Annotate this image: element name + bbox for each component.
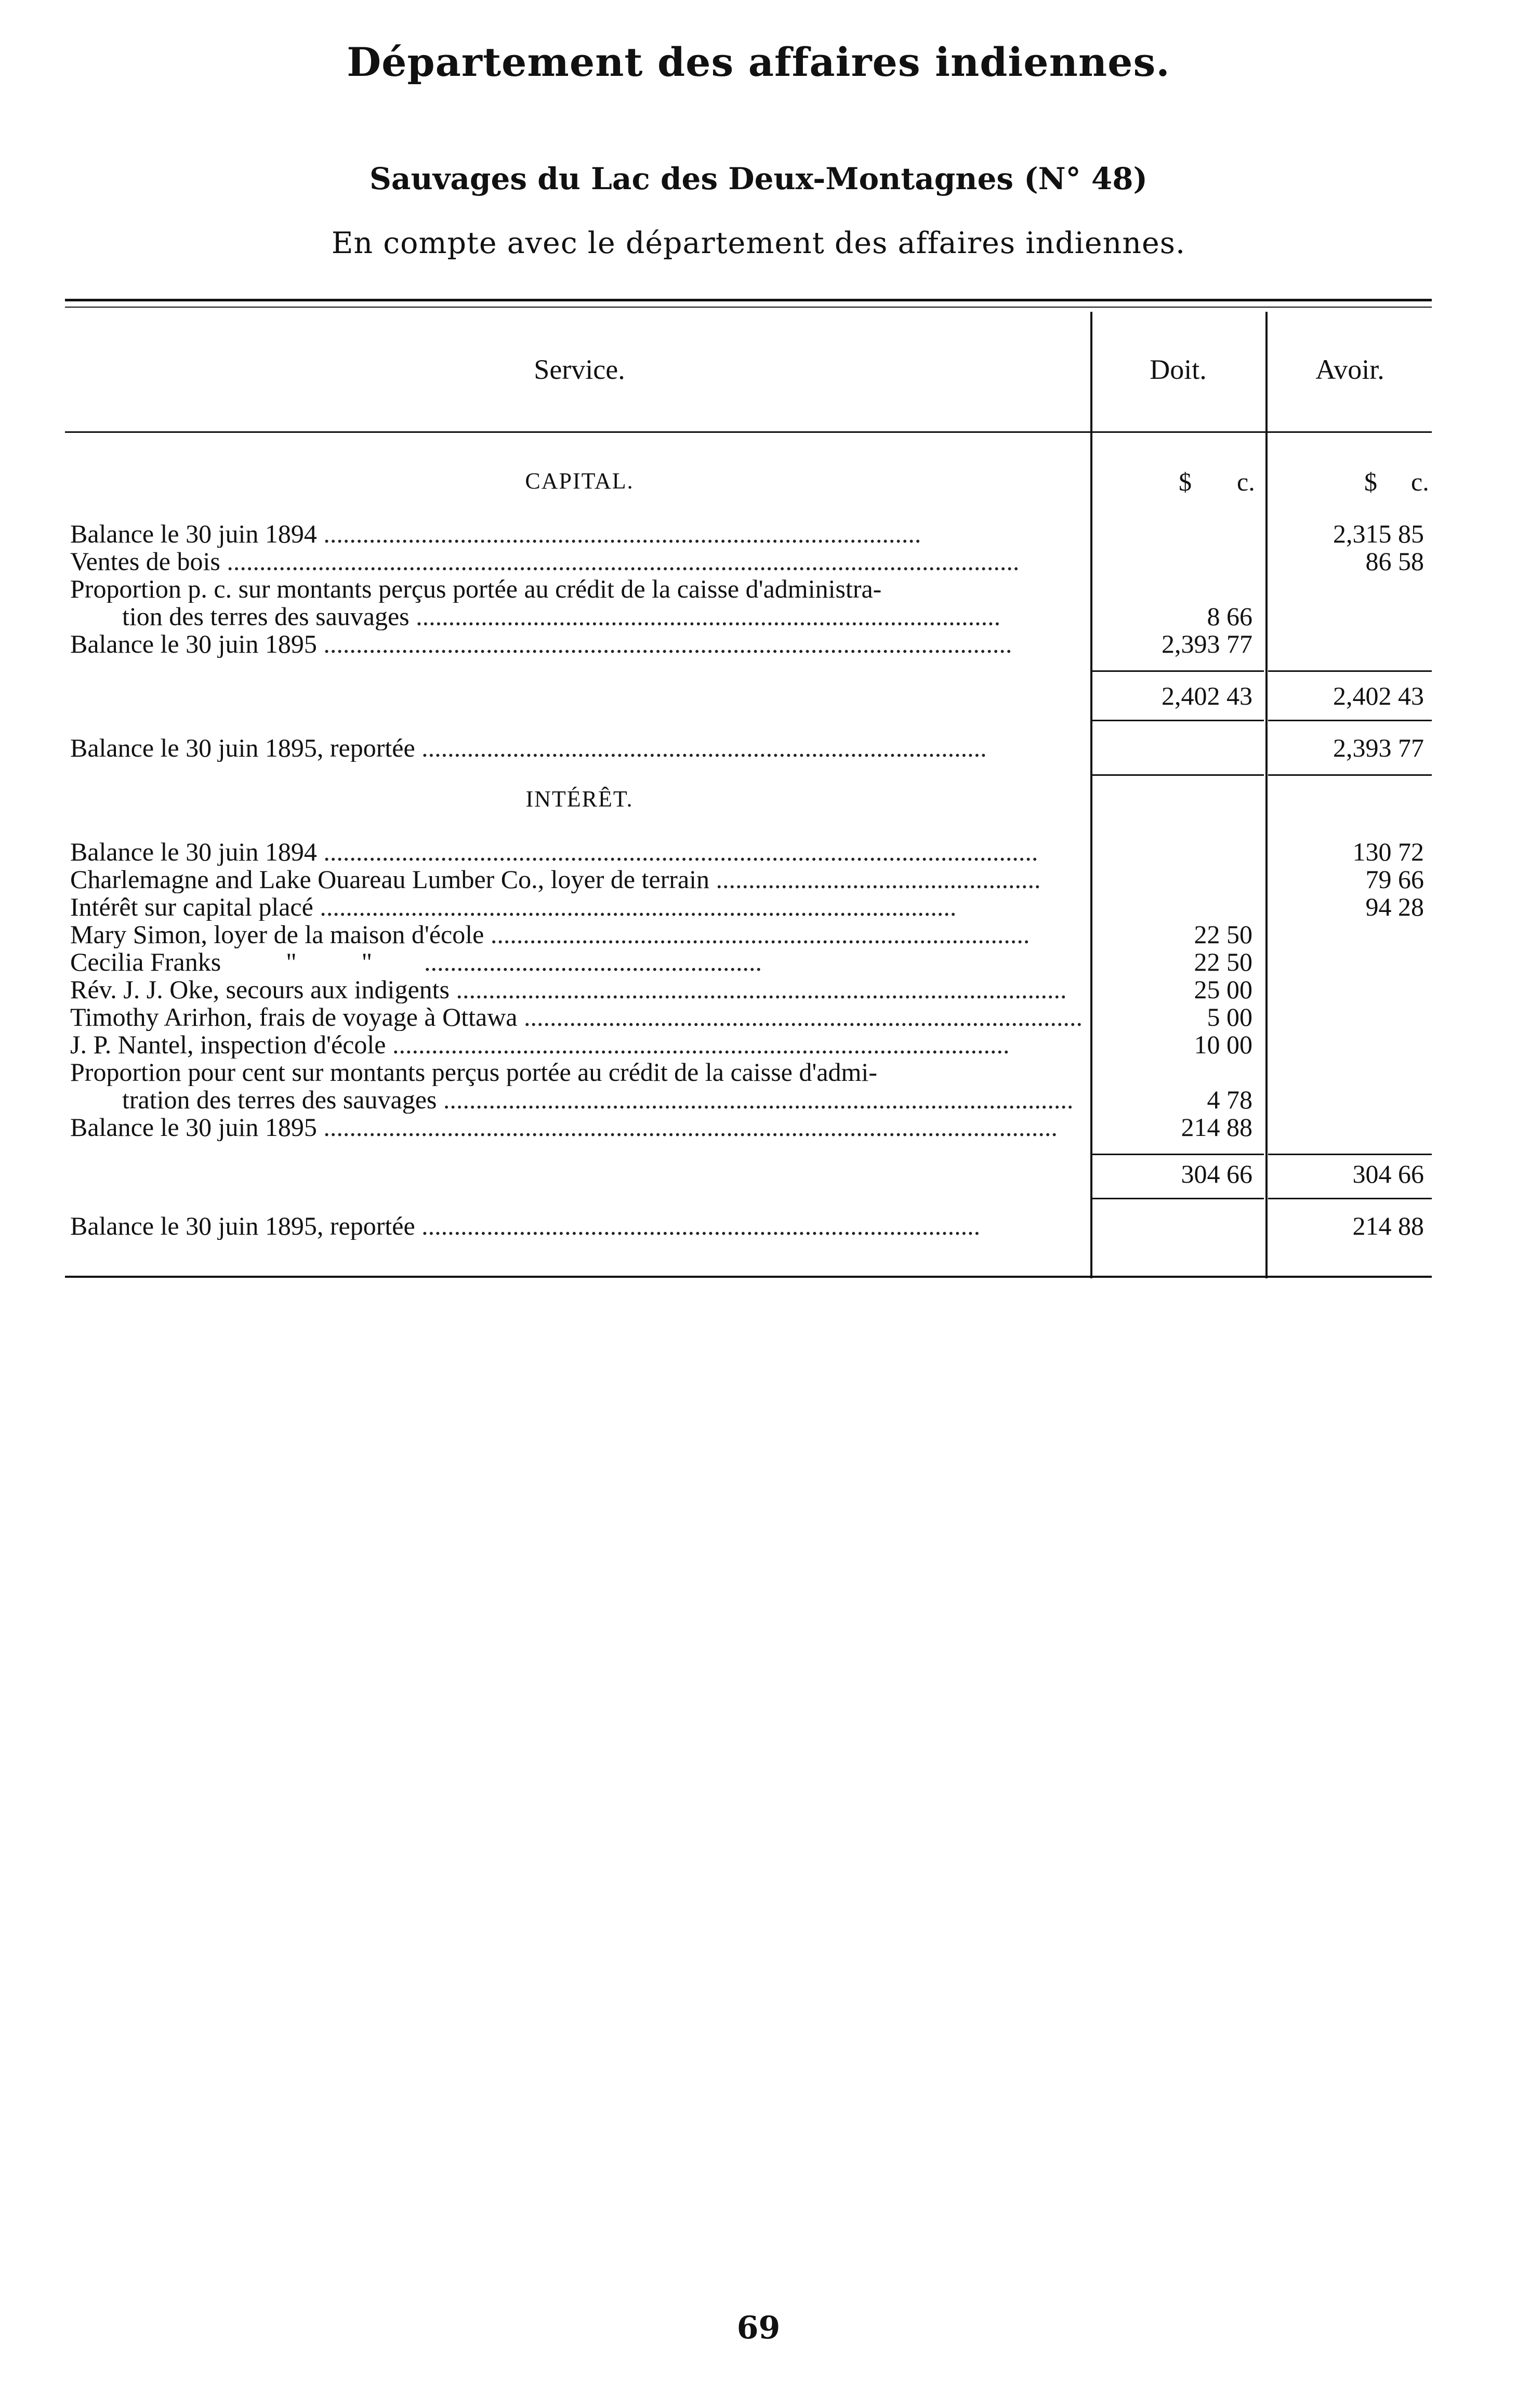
leader-dots: ............................................................................................... xyxy=(386,1030,1010,1059)
ledger-row-label: Timothy Arirhon, frais de voyage à Ottawa xyxy=(70,1003,518,1031)
ledger-row xyxy=(70,734,1091,762)
ledger-row xyxy=(70,893,1091,921)
ledger-row-label: Balance le 30 juin 1895 xyxy=(70,630,317,658)
total-doit-value: 2,402 43 xyxy=(1162,681,1252,710)
ledger-avoir-value: 2,393 77 xyxy=(1333,733,1424,762)
account-caption: En compte avec le département des affaires indiennes. xyxy=(331,226,1186,260)
ledger-row-label: Balance le 30 juin 1895, reportée xyxy=(70,1212,415,1240)
ledger-row-label: tion des terres des sauvages xyxy=(122,602,410,630)
total-underline-doit xyxy=(1092,1198,1264,1199)
ledger-row xyxy=(122,1086,1091,1114)
ledger-doit-value: 5 00 xyxy=(1207,1002,1252,1031)
bottom-rule xyxy=(65,1276,1432,1278)
ledger-row-label: Balance le 30 juin 1894 xyxy=(70,838,317,866)
ledger-avoir-value: 94 28 xyxy=(1365,892,1424,921)
leader-dots: .................................................................................................. xyxy=(313,893,957,921)
ledger-avoir-value: 86 58 xyxy=(1365,547,1424,576)
ledger-row-label: Ventes de bois xyxy=(70,547,220,575)
ledger-row xyxy=(70,630,1091,658)
top-rule-inner xyxy=(65,307,1432,308)
ledger-doit-value: 4 78 xyxy=(1207,1085,1252,1114)
ledger-row xyxy=(70,838,1091,866)
ledger-row xyxy=(70,1003,1091,1031)
column-header-avoir: Avoir. xyxy=(1315,354,1384,385)
ledger-avoir-value: 79 66 xyxy=(1365,865,1424,894)
ledger-row-label: Proportion pour cent sur montants perçus portée au crédit de la caisse d'admi- xyxy=(70,1058,877,1086)
ledger-row-label: Balance le 30 juin 1895 xyxy=(70,1113,317,1141)
ledger-row xyxy=(70,1030,1091,1059)
unit-dollar-avoir: $ xyxy=(1364,467,1377,496)
leader-dots: ................................................................................................. xyxy=(437,1086,1074,1114)
ledger-row-label: Intérêt sur capital placé xyxy=(70,893,313,921)
leader-dots: .............................................................................................. xyxy=(449,975,1067,1003)
ledger-row xyxy=(70,575,1091,603)
section-heading-interet: INTÉRÊT. xyxy=(525,786,634,812)
ledger-row-label: Balance le 30 juin 1895, reportée xyxy=(70,734,415,762)
ledger-doit-value: 214 88 xyxy=(1181,1113,1252,1142)
ledger-row xyxy=(70,920,1091,948)
ledger-avoir-value: 130 72 xyxy=(1352,837,1424,866)
ledger-row xyxy=(70,1058,1091,1086)
ledger-row-label: Proportion p. c. sur montants perçus portée au crédit de la caisse d'administra- xyxy=(70,575,882,603)
ledger-row xyxy=(70,547,1091,575)
column-header-doit: Doit. xyxy=(1150,354,1207,385)
leader-dots: .................................................. xyxy=(709,865,1041,893)
leader-dots: ............................................................................................ xyxy=(316,520,921,548)
ledger-row xyxy=(70,975,1091,1003)
ledger-row xyxy=(70,520,1091,548)
total-avoir-value: 304 66 xyxy=(1352,1159,1424,1188)
total-rule-doit xyxy=(1092,1154,1264,1155)
leader-dots: .......................................................................................................................... xyxy=(220,547,1020,575)
header-rule xyxy=(65,431,1432,433)
ledger-doit-value: 22 50 xyxy=(1194,947,1252,976)
top-rule xyxy=(65,299,1432,301)
leader-dots: ...................................................................................... xyxy=(517,1003,1083,1031)
account-subtitle: Sauvages du Lac des Deux-Montagnes (N° 48) xyxy=(369,161,1147,196)
carried-rule-avoir xyxy=(1268,774,1432,776)
leader-dots: ....................................................................................... xyxy=(415,734,987,762)
ledger-avoir-value: 2,315 85 xyxy=(1333,519,1424,548)
ledger-doit-value: 25 00 xyxy=(1194,975,1252,1004)
total-underline-avoir xyxy=(1268,1198,1432,1199)
leader-dots: .......................................................................................................... xyxy=(316,630,1012,658)
ledger-doit-value: 2,393 77 xyxy=(1162,629,1252,658)
page-number: 69 xyxy=(736,2310,781,2346)
leader-dots: .......................................................................................... xyxy=(409,602,1001,630)
total-avoir-value: 2,402 43 xyxy=(1333,681,1424,710)
ledger-doit-value: 8 66 xyxy=(1207,602,1252,631)
carried-rule-doit xyxy=(1092,774,1264,776)
leader-dots: ................................................................................... xyxy=(484,920,1030,948)
ledger-row-label: Balance le 30 juin 1894 xyxy=(70,520,317,548)
page-title: Département des affaires indiennes. xyxy=(347,39,1170,85)
ledger-row xyxy=(70,948,1091,976)
leader-dots: ...................................................................................... xyxy=(415,1212,981,1240)
total-doit-value: 304 66 xyxy=(1181,1159,1252,1188)
ledger-row xyxy=(70,865,1091,893)
ledger-row-label: J. P. Nantel, inspection d'école xyxy=(70,1030,386,1059)
total-rule-doit xyxy=(1092,670,1264,672)
column-header-service: Service. xyxy=(534,354,625,385)
ledger-doit-value: 10 00 xyxy=(1194,1030,1252,1059)
leader-dots: .................................................... xyxy=(372,948,762,976)
unit-dollar-doit: $ xyxy=(1179,467,1192,496)
ledger-row-label: Charlemagne and Lake Ouareau Lumber Co., loyer de terrain xyxy=(70,865,710,893)
divider-doit-avoir xyxy=(1265,312,1268,1278)
ledger-row xyxy=(70,1113,1091,1141)
ledger-row-label: Mary Simon, loyer de la maison d'école xyxy=(70,920,484,948)
ledger-row-label: Rév. J. J. Oke, secours aux indigents xyxy=(70,975,450,1003)
leader-dots: ................................................................................................................. xyxy=(316,1113,1058,1141)
ledger-row-label: Cecilia Franks " " xyxy=(70,948,373,976)
ledger-row xyxy=(70,1212,1091,1240)
total-underline-doit xyxy=(1092,720,1264,721)
unit-cents-doit: c. xyxy=(1237,467,1255,496)
section-heading-capital: CAPITAL. xyxy=(525,468,634,494)
ledger-doit-value: 22 50 xyxy=(1194,920,1252,949)
leader-dots: .............................................................................................................. xyxy=(316,838,1038,866)
unit-cents-avoir: c. xyxy=(1411,467,1429,496)
total-rule-avoir xyxy=(1268,1154,1432,1155)
ledger-avoir-value: 214 88 xyxy=(1352,1211,1424,1240)
total-rule-avoir xyxy=(1268,670,1432,672)
ledger-row-label: tration des terres des sauvages xyxy=(122,1086,437,1114)
ledger-row xyxy=(122,602,1091,630)
total-underline-avoir xyxy=(1268,720,1432,721)
